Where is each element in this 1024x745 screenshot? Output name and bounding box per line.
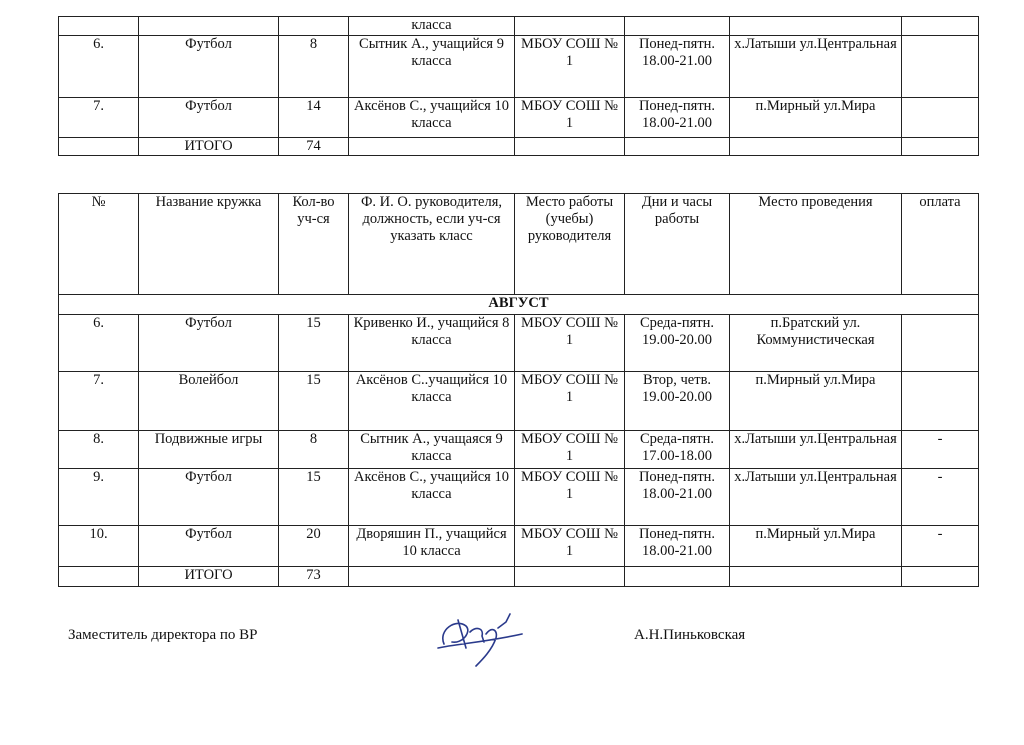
payment (902, 36, 979, 98)
club-name: Футбол (139, 36, 279, 98)
header-number: № (59, 194, 139, 295)
cell (59, 567, 139, 587)
workplace: МБОУ СОШ № 1 (515, 431, 625, 469)
cell (730, 138, 902, 156)
venue: х.Латыши ул.Центральная (730, 431, 902, 469)
schedule: Понед-пятн. 18.00-21.00 (625, 98, 730, 138)
signature-block (68, 622, 968, 666)
total-count: 73 (279, 567, 349, 587)
row-number: 8. (59, 431, 139, 469)
row-number: 6. (59, 36, 139, 98)
leader: Сытник А., учащийся 9 класса (349, 36, 515, 98)
table-row (59, 469, 979, 526)
signatory-name: А.Н.Пиньковская (634, 627, 746, 643)
student-count: 20 (279, 526, 349, 567)
cell (730, 567, 902, 587)
cell (902, 17, 979, 36)
venue: х.Латыши ул.Центральная (730, 36, 902, 98)
payment (902, 372, 979, 431)
total-count: 74 (279, 138, 349, 156)
cell (625, 17, 730, 36)
club-name: Волейбол (139, 372, 279, 431)
leader: Аксёнов С., учащийся 10 класса (349, 98, 515, 138)
cell (730, 17, 902, 36)
table-row (59, 36, 979, 98)
venue: х.Латыши ул.Центральная (730, 469, 902, 526)
leader: Сытник А., учащаяся 9 класса (349, 431, 515, 469)
row-number: 6. (59, 315, 139, 372)
club-name: Подвижные игры (139, 431, 279, 469)
header-workplace: Место работы (учебы) руководителя (515, 194, 625, 295)
table-row (59, 372, 979, 431)
cell (59, 138, 139, 156)
cell (625, 567, 730, 587)
row-number: 9. (59, 469, 139, 526)
table-row (59, 98, 979, 138)
row-number: 10. (59, 526, 139, 567)
cell (902, 567, 979, 587)
total-row (59, 567, 979, 587)
header-leader: Ф. И. О. руководителя, должность, если уч-ся указать класс (349, 194, 515, 295)
venue: п.Мирный ул.Мира (730, 526, 902, 567)
workplace: МБОУ СОШ № 1 (515, 372, 625, 431)
header-row (59, 194, 979, 295)
total-row (59, 138, 979, 156)
club-name: Футбол (139, 98, 279, 138)
cell (279, 17, 349, 36)
header-venue: Место проведения (730, 194, 902, 295)
header-schedule: Дни и часы работы (625, 194, 730, 295)
student-count: 15 (279, 469, 349, 526)
cell (139, 17, 279, 36)
cell (349, 138, 515, 156)
schedule: Втор, четв. 19.00-20.00 (625, 372, 730, 431)
table-row (59, 526, 979, 567)
table-row (59, 315, 979, 372)
total-label: ИТОГО (139, 138, 279, 156)
club-name: Футбол (139, 469, 279, 526)
total-label: ИТОГО (139, 567, 279, 587)
schedule: Среда-пятн. 19.00-20.00 (625, 315, 730, 372)
header-payment: оплата (902, 194, 979, 295)
payment: - (902, 431, 979, 469)
month-label: АВГУСТ (59, 295, 979, 315)
cell (902, 138, 979, 156)
row-number: 7. (59, 98, 139, 138)
cell: класса (349, 17, 515, 36)
cell (515, 567, 625, 587)
top-table (58, 16, 979, 156)
payment (902, 98, 979, 138)
month-row (59, 295, 979, 315)
venue: п.Мирный ул.Мира (730, 98, 902, 138)
cell (349, 567, 515, 587)
leader: Дворяшин П., учащийся 10 класса (349, 526, 515, 567)
workplace: МБОУ СОШ № 1 (515, 526, 625, 567)
schedule: Понед-пятн. 18.00-21.00 (625, 469, 730, 526)
leader: Аксёнов С., учащийся 10 класса (349, 469, 515, 526)
signatory-title: Заместитель директора по ВР (68, 627, 258, 643)
venue: п.Мирный ул.Мира (730, 372, 902, 431)
club-name: Футбол (139, 526, 279, 567)
student-count: 8 (279, 36, 349, 98)
cell (515, 138, 625, 156)
header-club-name: Название кружка (139, 194, 279, 295)
venue: п.Братский ул. Коммунистическая (730, 315, 902, 372)
club-name: Футбол (139, 315, 279, 372)
schedule: Понед-пятн. 18.00-21.00 (625, 526, 730, 567)
cell (515, 17, 625, 36)
table-row (59, 17, 979, 36)
student-count: 14 (279, 98, 349, 138)
workplace: МБОУ СОШ № 1 (515, 469, 625, 526)
cell (625, 138, 730, 156)
payment: - (902, 526, 979, 567)
workplace: МБОУ СОШ № 1 (515, 315, 625, 372)
header-student-count: Кол-во уч-ся (279, 194, 349, 295)
cell (59, 17, 139, 36)
schedule: Среда-пятн. 17.00-18.00 (625, 431, 730, 469)
row-number: 7. (59, 372, 139, 431)
leader: Аксёнов С..учащийся 10 класса (349, 372, 515, 431)
student-count: 8 (279, 431, 349, 469)
student-count: 15 (279, 372, 349, 431)
handwritten-signature (436, 608, 528, 668)
workplace: МБОУ СОШ № 1 (515, 36, 625, 98)
workplace: МБОУ СОШ № 1 (515, 98, 625, 138)
leader: Кривенко И., учащийся 8 класса (349, 315, 515, 372)
table-row (59, 431, 979, 469)
student-count: 15 (279, 315, 349, 372)
schedule: Понед-пятн. 18.00-21.00 (625, 36, 730, 98)
august-table (58, 193, 979, 587)
payment: - (902, 469, 979, 526)
payment (902, 315, 979, 372)
